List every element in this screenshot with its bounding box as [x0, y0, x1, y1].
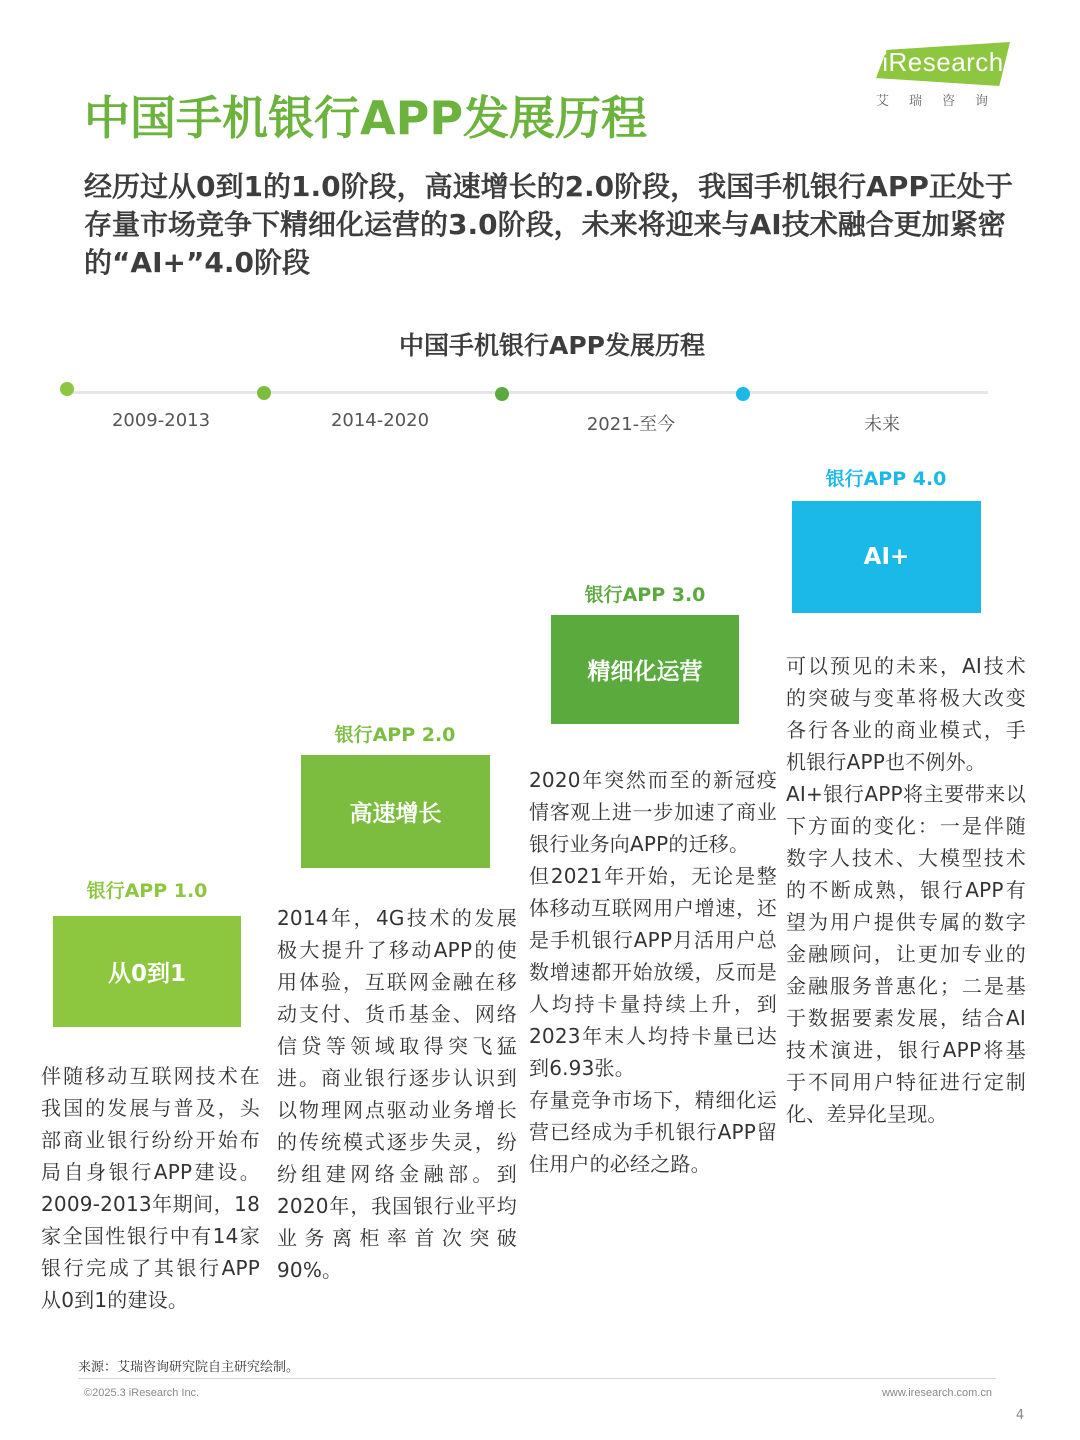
stage-1-box	[53, 916, 241, 1027]
website-link[interactable]: www.iresearch.com.cn	[881, 1387, 992, 1399]
stage-2-title: 高速增长	[349, 801, 442, 827]
timeline-dot-4	[736, 387, 750, 401]
stage-1-title: 从0到1	[107, 961, 186, 987]
timeline-line	[66, 391, 988, 394]
stage-3-paragraph: 但2021年开始，无论是整体移动互联网用户增速，还是手机银行APP月活用户总数增速都开始放缓，反而是人均持卡量持续上升，到2023年末人均持卡量已达到6.93张。	[529, 864, 777, 1080]
logo-subtitle: 艾瑞咨询	[876, 94, 1009, 109]
stage-4-version: 银行APP 4.0	[825, 468, 947, 490]
stage-3-paragraph: 2020年突然而至的新冠疫情客观上进一步加速了商业银行业务向APP的迁移。	[529, 768, 777, 856]
source-note: 来源：艾瑞咨询研究院自主研究绘制。	[78, 1360, 300, 1375]
stage-3-paragraph: 存量竞争市场下，精细化运营已经成为手机银行APP留住用户的必经之路。	[529, 1088, 777, 1176]
timeline-dot-3	[495, 387, 509, 401]
page-subtitle: 经历过从0到1的1.0阶段，高速增长的2.0阶段，我国手机银行APP正处于存量市场竞争下精细化运营的3.0阶段，未来将迎来与AI技术融合更加紧密的“AI+”4.0阶段	[84, 170, 1013, 279]
timeline-label-2: 2014-2020	[330, 410, 430, 431]
footer-divider	[78, 1378, 996, 1379]
stage-4-paragraph: AI+银行APP将主要带来以下方面的变化：一是伴随数字人技术、大模型技术的不断成熟，银行APP有望为用户提供专属的数字金融顾问，让更加专业的金融服务普惠化；二是基于数据要素发展，结合AI技术演进，银行APP将基于不同用户特征进行定制化、差异化呈现。	[786, 782, 1026, 1126]
logo-brand: iResearch	[882, 47, 1004, 77]
stage-4-title: AI+	[863, 544, 910, 570]
stage-2-box	[301, 755, 490, 868]
stage-2-description: 2014年，4G技术的发展极大提升了移动APP的使用体验，互联网金融在移动支付、货币基金、网络信贷等领域取得突飞猛进。商业银行逐步认识到以物理网点驱动业务增长的传统模式逐步失灵，纷纷组建网络金融部。到2020年，我国银行业平均业务离柜率首次突破90%。	[277, 906, 517, 1282]
stage-1-description: 伴随移动互联网技术在我国的发展与普及，头部商业银行纷纷开始布局自身银行APP建设。2009-2013年期间，18家全国性银行中有14家银行完成了其银行APP从0到1的建设。	[41, 1064, 260, 1312]
stage-4-description	[786, 650, 1026, 1130]
copyright: ©2025.3 iResearch Inc.	[84, 1387, 200, 1399]
stage-3-version: 银行APP 3.0	[584, 584, 706, 606]
stage-3-description	[529, 764, 777, 1180]
page-number: 4	[1015, 1408, 1025, 1423]
stage-1-version: 银行APP 1.0	[86, 880, 208, 902]
stage-3-box	[551, 615, 739, 724]
timeline-label-3: 2021-至今	[586, 414, 676, 435]
stage-4-box	[792, 501, 981, 613]
stage-4-paragraph: 可以预见的未来，AI技术的突破与变革将极大改变各行各业的商业模式，手机银行APP也不例外。	[786, 654, 1026, 774]
page-title: 中国手机银行APP发展历程	[84, 91, 648, 145]
stage-2-version: 银行APP 2.0	[334, 724, 456, 746]
stage-3-title: 精细化运营	[587, 659, 703, 685]
timeline-dot-1	[60, 382, 74, 396]
timeline-label-4: 未来	[864, 414, 900, 435]
timeline-label-1: 2009-2013	[111, 410, 211, 431]
timeline-dot-2	[257, 386, 271, 400]
chart-title: 中国手机银行APP发展历程	[399, 331, 705, 360]
